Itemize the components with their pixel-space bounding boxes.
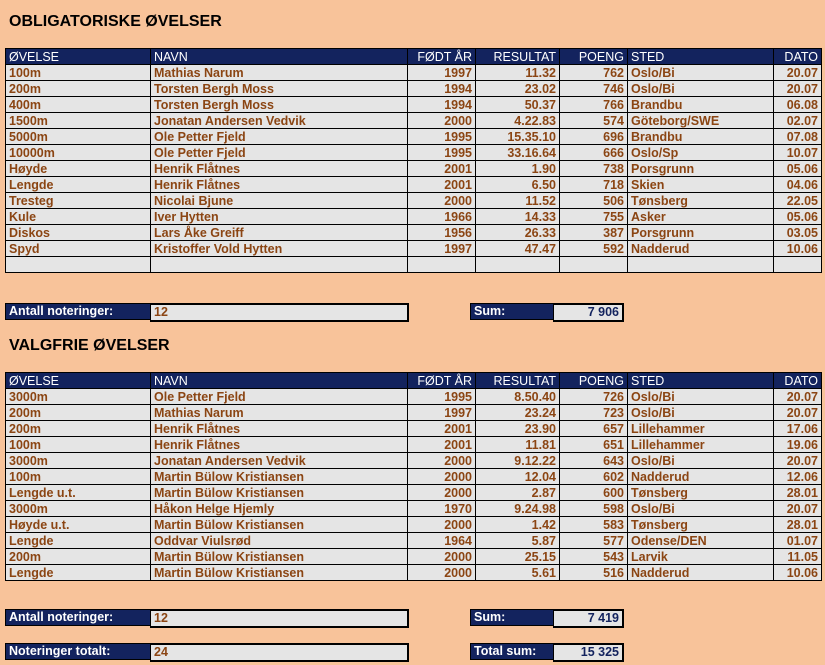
cell-venue: Tønsberg	[628, 193, 774, 209]
table-row	[6, 405, 822, 421]
cell-date: 28.01	[774, 517, 822, 533]
cell-venue: Nadderud	[628, 241, 774, 257]
cell-birth-year: 2001	[408, 437, 476, 453]
cell-name: Martin Bülow Kristiansen	[151, 469, 408, 485]
column-header-date: DATO	[774, 373, 822, 389]
table-row	[6, 209, 822, 225]
table-row	[6, 97, 822, 113]
table-header-row	[6, 49, 822, 65]
cell-birth-year: 2000	[408, 549, 476, 565]
cell-points: 387	[560, 225, 628, 241]
cell-date: 11.05	[774, 549, 822, 565]
cell-date: 20.07	[774, 81, 822, 97]
cell-name: Torsten Bergh Moss	[151, 81, 408, 97]
cell-points: 543	[560, 549, 628, 565]
cell-name: Nicolai Bjune	[151, 193, 408, 209]
cell-birth-year: 2001	[408, 177, 476, 193]
cell-points: 643	[560, 453, 628, 469]
cell-date: 10.06	[774, 565, 822, 581]
mandatory-results-table	[5, 48, 822, 273]
column-header-venue: STED	[628, 49, 774, 65]
cell-name: Henrik Flåtnes	[151, 161, 408, 177]
optional-results-table	[5, 372, 822, 581]
cell-venue: Larvik	[628, 549, 774, 565]
cell-date: 06.08	[774, 97, 822, 113]
empty-cell	[774, 257, 822, 273]
cell-name: Lars Åke Greiff	[151, 225, 408, 241]
table-row	[6, 177, 822, 193]
cell-birth-year: 1997	[408, 241, 476, 257]
sum-value: 7 906	[553, 303, 624, 322]
column-header-birth-year: FØDT ÅR	[408, 373, 476, 389]
cell-result: 11.52	[476, 193, 560, 209]
sum-label: Sum:	[470, 303, 554, 320]
cell-date: 10.07	[774, 145, 822, 161]
table-row	[6, 453, 822, 469]
cell-date: 20.07	[774, 453, 822, 469]
cell-birth-year: 1997	[408, 405, 476, 421]
cell-birth-year: 2000	[408, 565, 476, 581]
cell-result: 23.24	[476, 405, 560, 421]
cell-name: Ole Petter Fjeld	[151, 389, 408, 405]
optional-summary-row	[5, 609, 625, 626]
cell-event: 200m	[6, 549, 151, 565]
cell-venue: Odense/DEN	[628, 533, 774, 549]
cell-venue: Nadderud	[628, 565, 774, 581]
cell-result: 26.33	[476, 225, 560, 241]
cell-venue: Oslo/Bi	[628, 501, 774, 517]
cell-result: 5.87	[476, 533, 560, 549]
cell-date: 02.07	[774, 113, 822, 129]
cell-result: 11.81	[476, 437, 560, 453]
cell-name: Henrik Flåtnes	[151, 437, 408, 453]
table-row	[6, 241, 822, 257]
cell-event: Lengde u.t.	[6, 485, 151, 501]
cell-venue: Porsgrunn	[628, 161, 774, 177]
cell-name: Ole Petter Fjeld	[151, 145, 408, 161]
cell-points: 746	[560, 81, 628, 97]
cell-result: 1.90	[476, 161, 560, 177]
cell-venue: Brandbu	[628, 129, 774, 145]
cell-venue: Oslo/Bi	[628, 65, 774, 81]
cell-points: 592	[560, 241, 628, 257]
empty-cell	[628, 257, 774, 273]
cell-venue: Lillehammer	[628, 421, 774, 437]
table-row	[6, 469, 822, 485]
cell-points: 583	[560, 517, 628, 533]
cell-venue: Skien	[628, 177, 774, 193]
column-header-result: RESULTAT	[476, 373, 560, 389]
cell-points: 755	[560, 209, 628, 225]
cell-venue: Oslo/Sp	[628, 145, 774, 161]
cell-name: Håkon Helge Hjemly	[151, 501, 408, 517]
cell-birth-year: 2000	[408, 517, 476, 533]
cell-event: 400m	[6, 97, 151, 113]
cell-points: 766	[560, 97, 628, 113]
cell-points: 516	[560, 565, 628, 581]
table-row	[6, 113, 822, 129]
cell-result: 9.24.98	[476, 501, 560, 517]
cell-points: 762	[560, 65, 628, 81]
cell-result: 33.16.64	[476, 145, 560, 161]
cell-date: 17.06	[774, 421, 822, 437]
cell-points: 666	[560, 145, 628, 161]
table-row	[6, 421, 822, 437]
sum-label: Sum:	[470, 609, 554, 626]
cell-points: 600	[560, 485, 628, 501]
cell-event: 3000m	[6, 453, 151, 469]
totals-summary-row	[5, 643, 625, 660]
cell-points: 738	[560, 161, 628, 177]
cell-event: 1500m	[6, 113, 151, 129]
cell-points: 577	[560, 533, 628, 549]
cell-name: Kristoffer Vold Hytten	[151, 241, 408, 257]
cell-venue: Oslo/Bi	[628, 405, 774, 421]
cell-points: 574	[560, 113, 628, 129]
cell-date: 20.07	[774, 405, 822, 421]
table-row	[6, 549, 822, 565]
table-row	[6, 501, 822, 517]
cell-points: 598	[560, 501, 628, 517]
column-header-birth-year: FØDT ÅR	[408, 49, 476, 65]
cell-date: 04.06	[774, 177, 822, 193]
cell-name: Henrik Flåtnes	[151, 177, 408, 193]
cell-event: Diskos	[6, 225, 151, 241]
cell-event: Kule	[6, 209, 151, 225]
empty-cell	[151, 257, 408, 273]
cell-result: 5.61	[476, 565, 560, 581]
cell-venue: Göteborg/SWE	[628, 113, 774, 129]
cell-result: 50.37	[476, 97, 560, 113]
cell-venue: Oslo/Bi	[628, 81, 774, 97]
cell-points: 651	[560, 437, 628, 453]
cell-date: 19.06	[774, 437, 822, 453]
cell-event: Høyde	[6, 161, 151, 177]
mandatory-summary-row	[5, 303, 625, 320]
cell-points: 718	[560, 177, 628, 193]
cell-event: 100m	[6, 469, 151, 485]
column-header-date: DATO	[774, 49, 822, 65]
column-header-result: RESULTAT	[476, 49, 560, 65]
cell-result: 2.87	[476, 485, 560, 501]
cell-date: 28.01	[774, 485, 822, 501]
empty-cell	[6, 257, 151, 273]
empty-table-row	[6, 257, 822, 273]
cell-birth-year: 2000	[408, 469, 476, 485]
count-value: 12	[150, 303, 409, 322]
section-title-optional: VALGFRIE ØVELSER	[9, 337, 170, 354]
table-row	[6, 437, 822, 453]
cell-result: 23.02	[476, 81, 560, 97]
cell-birth-year: 1994	[408, 97, 476, 113]
table-row	[6, 225, 822, 241]
empty-cell	[560, 257, 628, 273]
cell-venue: Nadderud	[628, 469, 774, 485]
column-header-event: ØVELSE	[6, 373, 151, 389]
column-header-event: ØVELSE	[6, 49, 151, 65]
cell-date: 05.06	[774, 209, 822, 225]
cell-venue: Oslo/Bi	[628, 453, 774, 469]
cell-date: 10.06	[774, 241, 822, 257]
cell-birth-year: 1995	[408, 389, 476, 405]
cell-birth-year: 1997	[408, 65, 476, 81]
cell-name: Ole Petter Fjeld	[151, 129, 408, 145]
cell-name: Martin Bülow Kristiansen	[151, 517, 408, 533]
cell-name: Torsten Bergh Moss	[151, 97, 408, 113]
cell-date: 22.05	[774, 193, 822, 209]
cell-points: 506	[560, 193, 628, 209]
cell-result: 15.35.10	[476, 129, 560, 145]
cell-result: 8.50.40	[476, 389, 560, 405]
sum-value: 7 419	[553, 609, 624, 628]
cell-result: 14.33	[476, 209, 560, 225]
cell-birth-year: 1964	[408, 533, 476, 549]
cell-event: 100m	[6, 437, 151, 453]
column-header-points: POENG	[560, 49, 628, 65]
cell-date: 20.07	[774, 65, 822, 81]
cell-result: 11.32	[476, 65, 560, 81]
cell-event: Lengde	[6, 177, 151, 193]
table-row	[6, 145, 822, 161]
cell-birth-year: 1994	[408, 81, 476, 97]
cell-result: 1.42	[476, 517, 560, 533]
cell-date: 05.06	[774, 161, 822, 177]
cell-event: 200m	[6, 405, 151, 421]
cell-event: 200m	[6, 81, 151, 97]
cell-event: Lengde	[6, 533, 151, 549]
cell-name: Jonatan Andersen Vedvik	[151, 113, 408, 129]
cell-birth-year: 1970	[408, 501, 476, 517]
table-row	[6, 161, 822, 177]
cell-result: 12.04	[476, 469, 560, 485]
cell-birth-year: 2001	[408, 161, 476, 177]
cell-birth-year: 1995	[408, 145, 476, 161]
cell-venue: Brandbu	[628, 97, 774, 113]
column-header-name: NAVN	[151, 49, 408, 65]
cell-name: Martin Bülow Kristiansen	[151, 565, 408, 581]
table-row	[6, 565, 822, 581]
cell-event: 3000m	[6, 389, 151, 405]
cell-event: 100m	[6, 65, 151, 81]
empty-cell	[408, 257, 476, 273]
cell-birth-year: 2000	[408, 113, 476, 129]
count-label: Antall noteringer:	[5, 303, 151, 320]
table-row	[6, 193, 822, 209]
cell-date: 03.05	[774, 225, 822, 241]
table-row	[6, 129, 822, 145]
cell-date: 20.07	[774, 501, 822, 517]
cell-event: 5000m	[6, 129, 151, 145]
cell-name: Martin Bülow Kristiansen	[151, 485, 408, 501]
cell-name: Mathias Narum	[151, 405, 408, 421]
cell-name: Oddvar Viulsrød	[151, 533, 408, 549]
cell-event: Lengde	[6, 565, 151, 581]
cell-name: Martin Bülow Kristiansen	[151, 549, 408, 565]
cell-birth-year: 1966	[408, 209, 476, 225]
cell-birth-year: 1995	[408, 129, 476, 145]
table-row	[6, 485, 822, 501]
cell-result: 4.22.83	[476, 113, 560, 129]
cell-points: 696	[560, 129, 628, 145]
cell-event: 10000m	[6, 145, 151, 161]
column-header-venue: STED	[628, 373, 774, 389]
count-label: Antall noteringer:	[5, 609, 151, 626]
cell-venue: Asker	[628, 209, 774, 225]
empty-cell	[476, 257, 560, 273]
table-row	[6, 389, 822, 405]
cell-event: 3000m	[6, 501, 151, 517]
table-header-row	[6, 373, 822, 389]
cell-points: 723	[560, 405, 628, 421]
cell-points: 657	[560, 421, 628, 437]
count-value: 12	[150, 609, 409, 628]
cell-result: 23.90	[476, 421, 560, 437]
column-header-points: POENG	[560, 373, 628, 389]
cell-result: 25.15	[476, 549, 560, 565]
cell-name: Mathias Narum	[151, 65, 408, 81]
cell-name: Iver Hytten	[151, 209, 408, 225]
table-row	[6, 533, 822, 549]
total-count-label: Noteringer totalt:	[5, 643, 151, 660]
total-sum-value: 15 325	[553, 643, 624, 662]
table-row	[6, 81, 822, 97]
section-title-mandatory: OBLIGATORISKE ØVELSER	[9, 13, 222, 30]
cell-date: 12.06	[774, 469, 822, 485]
cell-venue: Tønsberg	[628, 485, 774, 501]
cell-event: Tresteg	[6, 193, 151, 209]
total-sum-label: Total sum:	[470, 643, 554, 660]
cell-name: Jonatan Andersen Vedvik	[151, 453, 408, 469]
cell-birth-year: 1956	[408, 225, 476, 241]
cell-birth-year: 2000	[408, 485, 476, 501]
cell-result: 6.50	[476, 177, 560, 193]
cell-result: 9.12.22	[476, 453, 560, 469]
cell-venue: Porsgrunn	[628, 225, 774, 241]
cell-birth-year: 2001	[408, 421, 476, 437]
total-count-value: 24	[150, 643, 409, 662]
cell-result: 47.47	[476, 241, 560, 257]
cell-birth-year: 2000	[408, 193, 476, 209]
table-row	[6, 517, 822, 533]
cell-event: Spyd	[6, 241, 151, 257]
cell-birth-year: 2000	[408, 453, 476, 469]
table-row	[6, 65, 822, 81]
column-header-name: NAVN	[151, 373, 408, 389]
cell-date: 20.07	[774, 389, 822, 405]
cell-name: Henrik Flåtnes	[151, 421, 408, 437]
cell-date: 01.07	[774, 533, 822, 549]
cell-points: 602	[560, 469, 628, 485]
cell-event: Høyde u.t.	[6, 517, 151, 533]
cell-points: 726	[560, 389, 628, 405]
cell-event: 200m	[6, 421, 151, 437]
cell-venue: Lillehammer	[628, 437, 774, 453]
cell-venue: Oslo/Bi	[628, 389, 774, 405]
cell-date: 07.08	[774, 129, 822, 145]
cell-venue: Tønsberg	[628, 517, 774, 533]
